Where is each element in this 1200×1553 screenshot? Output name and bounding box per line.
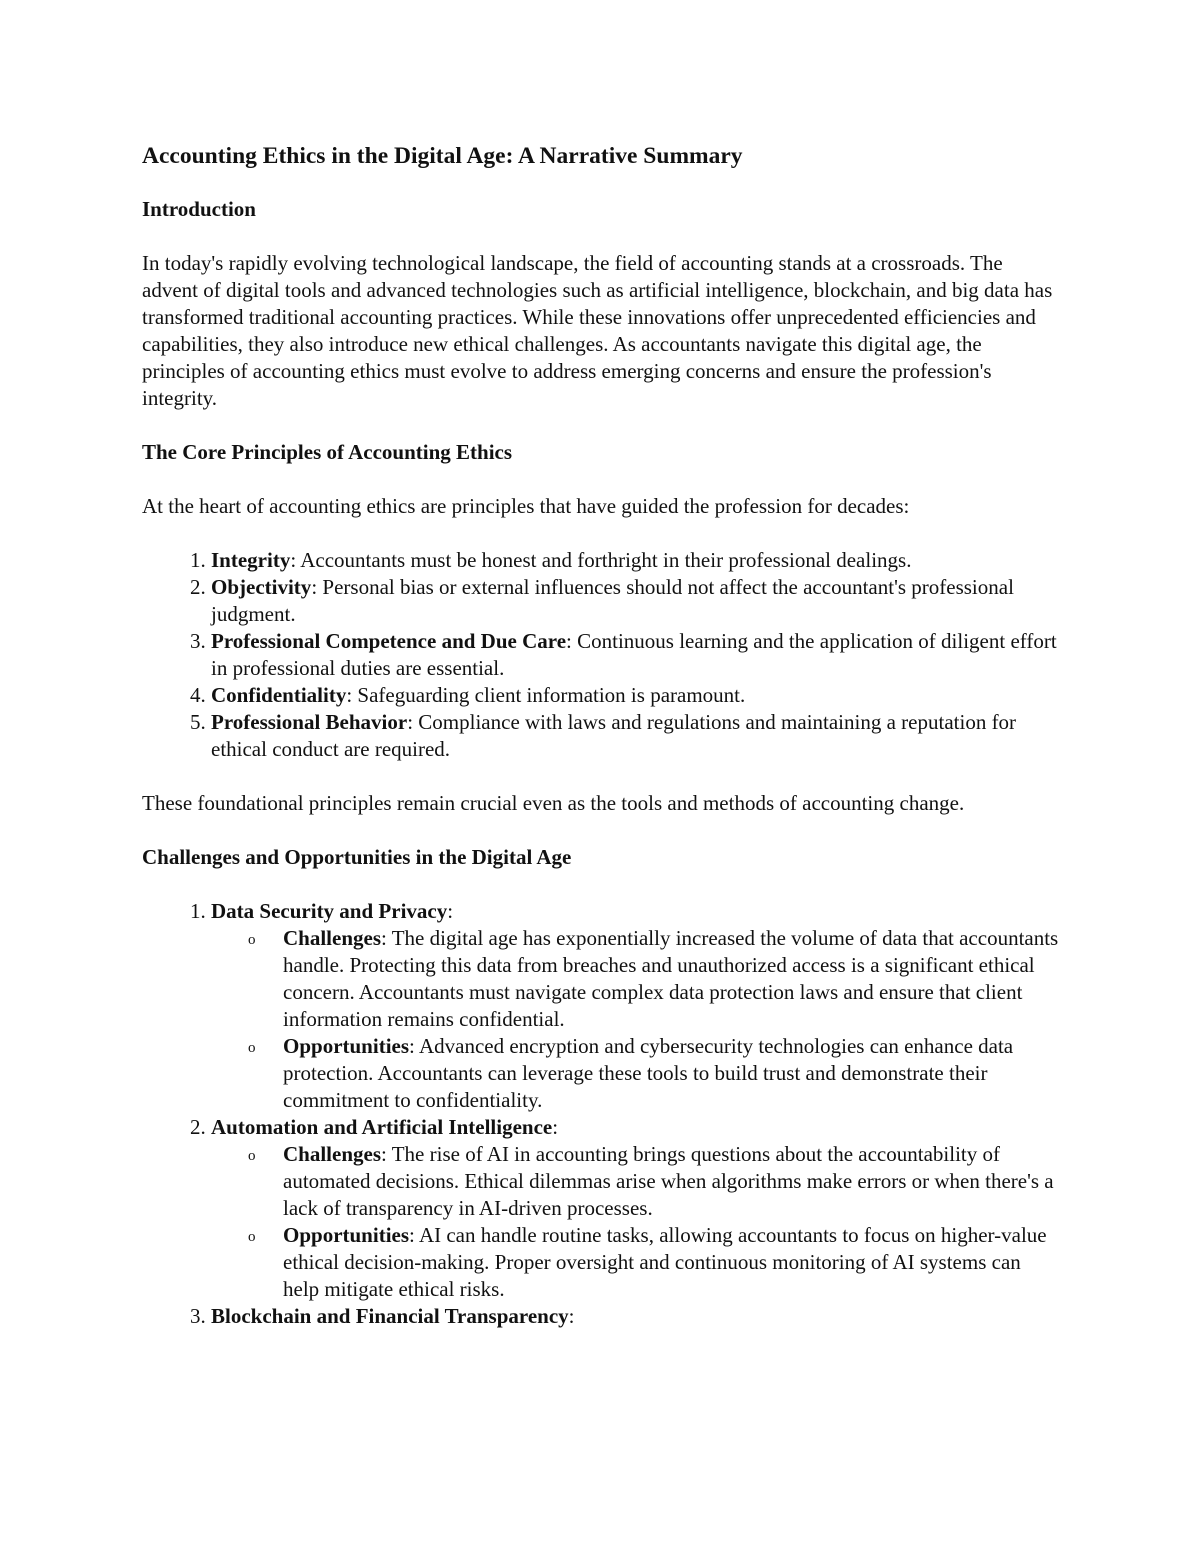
core-principles-lead: At the heart of accounting ethics are principles that have guided the profession for decades: xyxy=(142,494,910,518)
principle-desc: : Compliance with laws and regulations and maintaining a reputation for ethical conduct are required. xyxy=(211,710,1017,761)
sub-desc: : AI can handle routine tasks, allowing accountants to focus on higher-value ethical decision-making. Proper oversight and continuous monitoring of AI systems can help mitigate ethical risks. xyxy=(283,1223,1047,1301)
list-item xyxy=(211,1303,1062,1330)
sub-term: Opportunities xyxy=(283,1223,410,1247)
document-title: Accounting Ethics in the Digital Age: A Narrative Summary xyxy=(142,143,743,169)
intro-heading: Introduction xyxy=(142,197,256,221)
challenge-topic-suffix: : xyxy=(552,1115,559,1139)
principle-term: Professional Behavior xyxy=(211,710,408,734)
sub-list xyxy=(211,925,1062,1114)
sub-list-item xyxy=(248,1222,1062,1303)
principle-term: Objectivity xyxy=(211,575,312,599)
list-item xyxy=(211,628,1062,682)
sub-list xyxy=(211,1141,1062,1303)
principles-list xyxy=(142,547,1062,763)
sub-list-item xyxy=(248,1033,1062,1114)
list-item xyxy=(211,898,1062,1114)
sub-term: Challenges xyxy=(283,926,382,950)
principle-desc: : Continuous learning and the application of diligent effort in professional duties are essential. xyxy=(211,629,1057,680)
principle-term: Integrity xyxy=(211,548,291,572)
list-item xyxy=(211,547,1062,574)
hollow-circle-bullet-icon: o xyxy=(248,1040,256,1056)
challenges-list xyxy=(142,898,1062,1330)
principle-desc: : Safeguarding client information is paramount. xyxy=(346,683,746,707)
sub-desc: : The rise of AI in accounting brings questions about the accountability of automated decisions. Ethical dilemmas arise when algorithms make errors or when there's a lack of transparency in AI-driven processes. xyxy=(283,1142,1054,1220)
sub-term: Opportunities xyxy=(283,1034,410,1058)
list-item xyxy=(211,574,1062,628)
principle-term: Professional Competence and Due Care xyxy=(211,629,567,653)
core-principles-closing: These foundational principles remain crucial even as the tools and methods of accounting change. xyxy=(142,791,965,815)
sub-list-item xyxy=(248,925,1062,1033)
principle-desc: : Personal bias or external influences should not affect the accountant's professional judgment. xyxy=(211,575,1014,626)
sub-term: Challenges xyxy=(283,1142,382,1166)
hollow-circle-bullet-icon: o xyxy=(248,1148,256,1164)
list-item xyxy=(211,1114,1062,1303)
challenges-heading: Challenges and Opportunities in the Digital Age xyxy=(142,845,572,869)
sub-desc: : Advanced encryption and cybersecurity technologies can enhance data protection. Accountants can leverage these tools to build trust and demonstrate their commitment to confidentiality. xyxy=(283,1034,1014,1112)
challenge-topic: Automation and Artificial Intelligence xyxy=(211,1115,553,1139)
list-item xyxy=(211,709,1062,763)
challenge-topic: Data Security and Privacy xyxy=(211,899,448,923)
challenge-topic-suffix: : xyxy=(447,899,454,923)
hollow-circle-bullet-icon: o xyxy=(248,1229,256,1245)
sub-desc: : The digital age has exponentially increased the volume of data that accountants handle. Protecting this data from breaches and unauthorized access is a significant ethical concern. Accountants must navigate complex data protection laws and ensure that client information remains confidential. xyxy=(283,926,1059,1031)
principle-term: Confidentiality xyxy=(211,683,347,707)
sub-list-item xyxy=(248,1141,1062,1222)
core-principles-heading: The Core Principles of Accounting Ethics xyxy=(142,440,513,464)
hollow-circle-bullet-icon: o xyxy=(248,932,256,948)
challenge-topic-suffix: : xyxy=(568,1304,575,1328)
intro-paragraph: In today's rapidly evolving technological landscape, the field of accounting stands at a crossroads. The advent of digital tools and advanced technologies such as artificial intelligence, blockchain, and big data has transformed traditional accounting practices. While these innovations offer unprecedented efficiencies and capabilities, they also introduce new ethical challenges. As accountants navigate this digital age, the principles of accounting ethics must evolve to address emerging concerns and ensure the profession's integrity. xyxy=(142,251,1053,410)
challenge-topic: Blockchain and Financial Transparency xyxy=(211,1304,569,1328)
list-item xyxy=(211,682,1062,709)
document-page xyxy=(142,140,1062,1330)
principle-desc: : Accountants must be honest and forthright in their professional dealings. xyxy=(290,548,912,572)
